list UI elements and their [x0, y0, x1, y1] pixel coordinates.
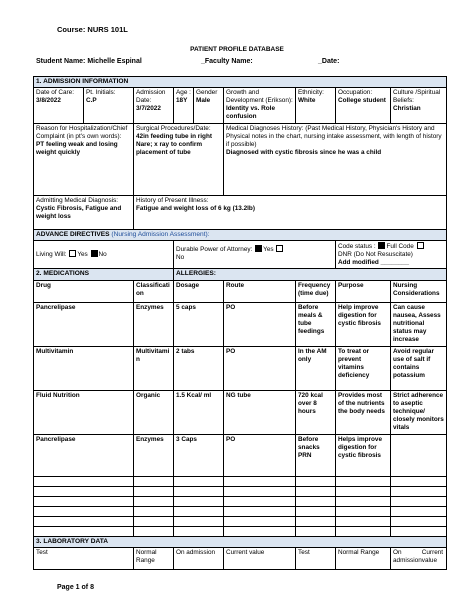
add-modified-label: Add modified ________ — [338, 259, 410, 267]
med-frequency: In the AM only — [296, 346, 336, 390]
med-row-empty — [34, 476, 447, 486]
med-col-route: Route — [224, 280, 296, 302]
lab-col-normal-range-2: Normal Range — [336, 547, 391, 569]
date-of-care-label: Date of Care: — [36, 89, 75, 97]
gender-label: Gender — [196, 89, 218, 97]
poa-no-label: No — [176, 254, 185, 262]
code-status-cell — [336, 241, 447, 269]
lab-col-current-value: Current value — [224, 547, 296, 569]
allergies-header: ALLERGIES: — [174, 269, 447, 280]
poa-yes-checkbox[interactable] — [255, 245, 262, 252]
present-illness-cell — [134, 196, 447, 230]
med-dosage: 3 Caps — [174, 434, 224, 476]
admitting-dx-cell — [34, 196, 134, 230]
reason-value: PT feeling weak and losing weight quickly — [36, 141, 118, 157]
lab-col-test: Test — [34, 547, 134, 569]
med-col-dosage: Dosage — [174, 280, 224, 302]
med-col-purpose: Purpose — [336, 280, 391, 302]
med-considerations: Can cause nausea, Assess nutritional status may increase — [391, 302, 447, 346]
course-label: Course: NURS 101L — [57, 25, 128, 34]
med-drug: Pancrelipase — [34, 302, 134, 346]
med-frequency: 720 kcal over 8 hours — [296, 390, 336, 434]
medical-dx-label: Medical Diagnoses History: (Past Medical History, Physician's History and Physical notes in the chart, nursing intake assessment, with length of history if possible) — [226, 125, 442, 149]
initials-cell — [84, 88, 134, 124]
med-row — [34, 434, 447, 476]
initials-value: C.P — [86, 97, 97, 105]
gender-cell — [194, 88, 224, 124]
med-purpose: Helps improve digestion for cystic fibrosis — [336, 434, 391, 476]
surgical-value: 42in feeding tube in right Nare; x ray to confirm placement of tube — [136, 133, 212, 157]
admission-date-cell — [134, 88, 174, 124]
poa-no-checkbox[interactable] — [276, 245, 283, 252]
occupation-value: College student — [338, 97, 386, 105]
med-dosage: 2 tabs — [174, 346, 224, 390]
code-status-label: Code status : — [338, 243, 376, 251]
med-route: PO — [224, 346, 296, 390]
med-considerations: Avoid regular use of salt if contains potassium — [391, 346, 447, 390]
ethnicity-value: White — [298, 97, 316, 105]
admission-date-value: 3/7/2022 — [136, 105, 161, 113]
lab-col-normal-range: Normal Range — [134, 547, 174, 569]
advance-directives-header — [34, 230, 447, 241]
occupation-cell — [336, 88, 391, 124]
poa-label: Durable Power of Attorney: — [176, 246, 253, 254]
age-cell — [174, 88, 194, 124]
med-route: PO — [224, 302, 296, 346]
growth-label: Growth and Development (Erikson): — [226, 89, 293, 105]
med-row — [34, 302, 447, 346]
age-value: 18Y — [176, 97, 188, 105]
dnr-checkbox[interactable] — [417, 242, 424, 249]
faculty-name: _Faculty Name: — [201, 58, 253, 65]
med-purpose: To treat or prevent vitamins deficiency — [336, 346, 391, 390]
lab-col-current-value-2: Current value — [421, 548, 444, 564]
date-field: _Date: — [318, 58, 340, 65]
med-classification: Organic — [134, 390, 174, 434]
med-drug: Fluid Nutrition — [34, 390, 134, 434]
med-drug: Multivitamin — [34, 346, 134, 390]
med-purpose: Provides most of the nutrients the body needs — [336, 390, 391, 434]
reason-cell — [34, 124, 134, 196]
growth-value: Identity vs. Role confusion — [226, 105, 276, 121]
reason-label: Reason for Hospitalization/Chief Complaint (in pt's own words): — [36, 125, 128, 141]
med-col-drug: Drug — [34, 280, 134, 302]
med-frequency: Before snacks PRN — [296, 434, 336, 476]
ethnicity-label: Ethnicity: — [298, 89, 324, 97]
poa-yes-label: Yes — [263, 246, 274, 254]
med-row-empty — [34, 496, 447, 506]
lab-col-on-admission-2-label: On admission — [393, 548, 422, 564]
admission-date-label: Admission Date: — [136, 89, 166, 105]
med-row — [34, 390, 447, 434]
lab-col-test-2: Test — [296, 547, 336, 569]
date-of-care-value: 3/8/2022 — [36, 97, 61, 105]
surgical-cell — [134, 124, 224, 196]
page-number: Page 1 of 8 — [57, 584, 94, 591]
laboratory-header: 3. LABORATORY DATA — [34, 536, 447, 547]
gender-value: Male — [196, 97, 211, 105]
date-of-care-cell — [34, 88, 84, 124]
med-col-classification: Classification — [134, 280, 174, 302]
med-dosage: 1.5 Kcal/ ml — [174, 390, 224, 434]
occupation-label: Occupation: — [338, 89, 373, 97]
med-row-empty — [34, 486, 447, 496]
med-row-empty — [34, 516, 447, 526]
med-row-empty — [34, 506, 447, 516]
med-dosage: 5 caps — [174, 302, 224, 346]
admission-header: 1. ADMISSION INFORMATION — [34, 77, 447, 88]
surgical-label: Surgical Procedures/Date: — [136, 125, 211, 133]
lab-col-on-admission: On admission — [174, 547, 224, 569]
living-will-no-checkbox[interactable] — [91, 250, 98, 257]
med-classification: Enzymes — [134, 434, 174, 476]
patient-profile-form — [33, 76, 447, 570]
culture-label: Culture /Spiritual Beliefs: — [393, 89, 441, 105]
present-illness-value: Fatigue and weight loss of 6 kg (13.2lb) — [136, 205, 255, 213]
med-considerations — [391, 434, 447, 476]
page-title: PATIENT PROFILE DATABASE — [190, 46, 284, 53]
medical-dx-cell — [224, 124, 447, 196]
med-purpose: Help improve digestion for cystic fibrosis — [336, 302, 391, 346]
culture-cell — [391, 88, 447, 124]
med-classification: Multivitamin — [134, 346, 174, 390]
medical-dx-value: Diagnosed with cystic fibrosis since he was a child — [226, 149, 382, 157]
living-will-yes-label: Yes — [77, 251, 88, 259]
med-classification: Enzymes — [134, 302, 174, 346]
living-will-label: Living Will: — [36, 251, 67, 259]
lab-col-on-admission-2 — [391, 547, 447, 569]
full-code-label: Full Code — [386, 243, 414, 251]
poa-cell — [174, 241, 336, 269]
living-will-no-label: No — [98, 251, 107, 259]
advance-directives-note: (Nursing Admission Assessment): — [111, 231, 210, 239]
living-will-cell — [34, 241, 174, 269]
initials-label: Pt. Initials: — [86, 89, 116, 97]
medications-header: 2. MEDICATIONS — [34, 269, 174, 280]
med-col-considerations: Nursing Considerations — [391, 280, 447, 302]
age-label: Age : — [176, 89, 191, 97]
med-col-frequency: Frequency (time due) — [296, 280, 336, 302]
culture-value: Christian — [393, 105, 421, 113]
med-route: NG tube — [224, 390, 296, 434]
med-drug: Pancrelipase — [34, 434, 134, 476]
med-route: PO — [224, 434, 296, 476]
full-code-checkbox[interactable] — [378, 242, 385, 249]
admitting-dx-label: Admitting Medical Diagnosis: — [36, 197, 119, 205]
dnr-label: DNR (Do Not Resuscitate) — [338, 251, 413, 259]
med-row — [34, 346, 447, 390]
present-illness-label: History of Present Illness: — [136, 197, 209, 205]
med-row-empty — [34, 526, 447, 536]
admitting-dx-value: Cystic Fibrosis, Fatigue and weight loss — [36, 205, 122, 221]
med-considerations: Strict adherence to aseptic technique/ closely monitors vitals — [391, 390, 447, 434]
med-frequency: Before meals & tube feedings — [296, 302, 336, 346]
student-name: Student Name: Michelle Espinal — [36, 58, 142, 65]
growth-cell — [224, 88, 296, 124]
advance-directives-title: ADVANCE DIRECTIVES — [36, 231, 110, 239]
ethnicity-cell — [296, 88, 336, 124]
living-will-yes-checkbox[interactable] — [69, 250, 76, 257]
